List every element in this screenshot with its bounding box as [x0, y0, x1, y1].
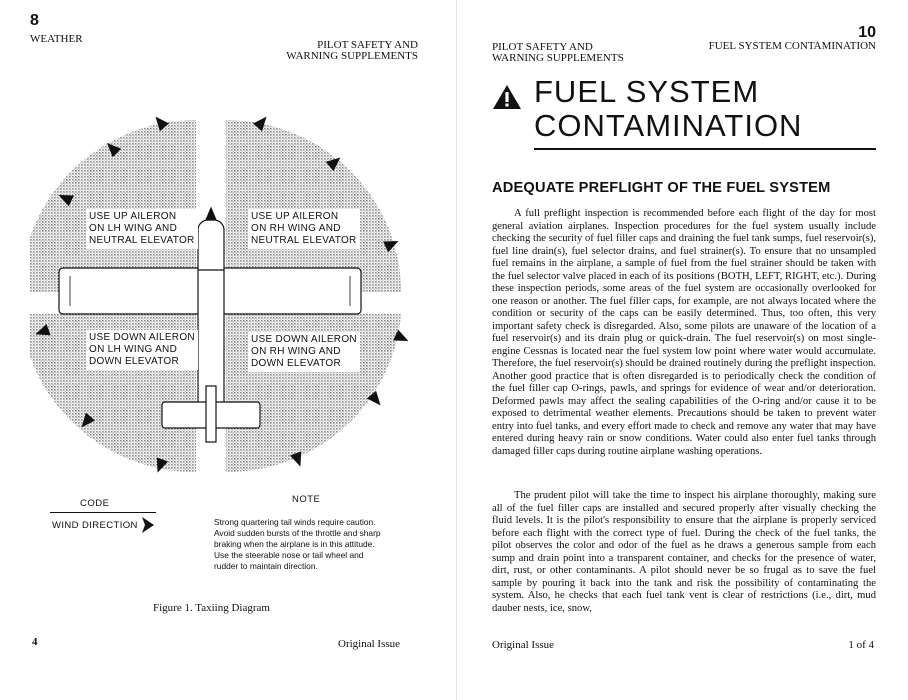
right-header-right: FUEL SYSTEM CONTAMINATION — [708, 40, 876, 52]
note-line: Use the steerable nose or tail wheel and — [214, 550, 364, 560]
right-header-left — [492, 42, 624, 64]
label-line: USE UP AILERON — [89, 211, 177, 222]
left-header — [268, 40, 418, 62]
right-footer-page: 1 of 4 — [848, 639, 874, 651]
label-line: USE DOWN AILERON — [251, 334, 357, 345]
title-line1: FUEL SYSTEM — [534, 74, 760, 109]
label-line: USE UP AILERON — [251, 211, 339, 222]
title-line2: CONTAMINATION — [534, 108, 803, 143]
note-line: braking when the airplane is in this attitude. — [214, 539, 375, 549]
code-rule — [50, 512, 156, 513]
note-line: Strong quartering tail winds require caution. — [214, 517, 376, 527]
section-subheading: ADEQUATE PREFLIGHT OF THE FUEL SYSTEM — [492, 180, 831, 196]
right-footer-issue: Original Issue — [492, 639, 555, 651]
label-line: DOWN ELEVATOR — [89, 356, 180, 367]
label-line: USE DOWN AILERON — [89, 332, 195, 343]
wind-direction-arrow-icon — [141, 516, 155, 534]
label-line: ON LH WING AND — [89, 223, 178, 234]
label-line: DOWN ELEVATOR — [251, 358, 342, 369]
left-footer-issue: Original Issue — [338, 638, 401, 650]
note-line: Avoid sudden bursts of the throttle and sharp — [214, 528, 381, 538]
left-header-line1: PILOT SAFETY AND — [317, 39, 418, 51]
left-chapter-number: 8 — [30, 12, 39, 29]
label-line: NEUTRAL ELEVATOR — [89, 235, 195, 246]
warning-triangle-icon — [492, 84, 522, 110]
wedge-upper-right — [226, 120, 401, 292]
left-header-line2: WARNING SUPPLEMENTS — [286, 50, 418, 62]
label-lower-right — [248, 332, 360, 372]
note-heading: NOTE — [292, 494, 321, 505]
code-heading: CODE — [80, 498, 110, 509]
label-upper-right — [248, 209, 360, 249]
label-line: ON RH WING AND — [251, 346, 341, 357]
wind-direction-label: WIND DIRECTION — [52, 520, 138, 531]
note-line: rudder to maintain direction. — [214, 561, 318, 571]
paragraph-1: A full preflight inspection is recommended before each flight of the day for most general aviation airplanes. Inspection procedures for the fuel system usually include checking the security of fuel filler caps and draining the fuel tank sumps, fuel reservoir(s), fuel line drain(s), fuel selector drains, and fuel strainer(s). To ensure that no unsampled fuel remains in the airplane, a sample of fuel from the fuel strainer should be taken with the fuel selector valve placed in each of its positions (BOTH, LEFT, RIGHT, etc.). During these inspection periods, some areas of the fuel system are occasionally overlooked for one reason or another. The fuel filler caps, for example, are not always located where the condition or security of the caps can be easily determined. Thus, too often, this very important safety check is disregarded. Also, some pilots are unaware of the location of a fuel reservoir(s) and its drain plug or quick-drain. The fuel reservoir(s) on most single-engine Cessnas is located near the fuel system low point where water would accumulate. Therefore, the fuel reservoir(s) should be drained routinely during the preflight inspection. Another good practice that is often disregarded is to periodically check the condition of the fuel filler cap O-rings, pawls, and springs for evidence of wear and/or deterioration. Deformed pawls may affect the sealing capabilities of the O-ring and/or cause it to be exposed to detrimental weather elements. Precautions should be taken to prevent water entry into fuel tanks, and every effort made to check and remove any water that may have entered during heavy rain or snow conditions. Water could also enter fuel tanks through damaged filler caps during routine airplane washing operations. — [492, 208, 876, 457]
label-line: ON RH WING AND — [251, 223, 341, 234]
right-header-line1: PILOT SAFETY AND — [492, 41, 593, 53]
taxiing-diagram — [30, 110, 430, 490]
label-upper-left — [86, 209, 198, 249]
label-line: ON LH WING AND — [89, 344, 178, 355]
label-lower-left — [86, 330, 198, 370]
right-chapter-number: 10 — [858, 24, 876, 41]
figure-caption: Figure 1. Taxiing Diagram — [153, 602, 270, 614]
paragraph-2: The prudent pilot will take the time to inspect his airplane thoroughly, making sure all of the fuel filler caps are installed and secured properly after visually checking the fluid levels. It is the pilot's responsibility to ensure that the airplane is properly serviced before each flight with the correct type of fuel. During the check of the fuel tanks, the pilot observes the color and odor of the fuel as he draws a generous sample from each sump and drain point into a transparent container, and checks for the presence of water, dirt, rust, or other contaminants. A pilot should never be so frugal as to save the fuel sample by pouring it back into the tank and risk the possibility of contaminating the system. Also, he checks that each fuel tank vent is clear of restrictions (i.e., dirt, mud dauber nests, ice, snow, — [492, 490, 876, 614]
right-header-line2: WARNING SUPPLEMENTS — [492, 52, 624, 64]
title-rule — [534, 148, 876, 150]
left-section-title: WEATHER — [30, 33, 83, 45]
label-line: NEUTRAL ELEVATOR — [251, 235, 357, 246]
note-text — [214, 517, 381, 572]
left-footer-page: 4 — [32, 636, 38, 648]
page-gutter — [456, 0, 457, 700]
